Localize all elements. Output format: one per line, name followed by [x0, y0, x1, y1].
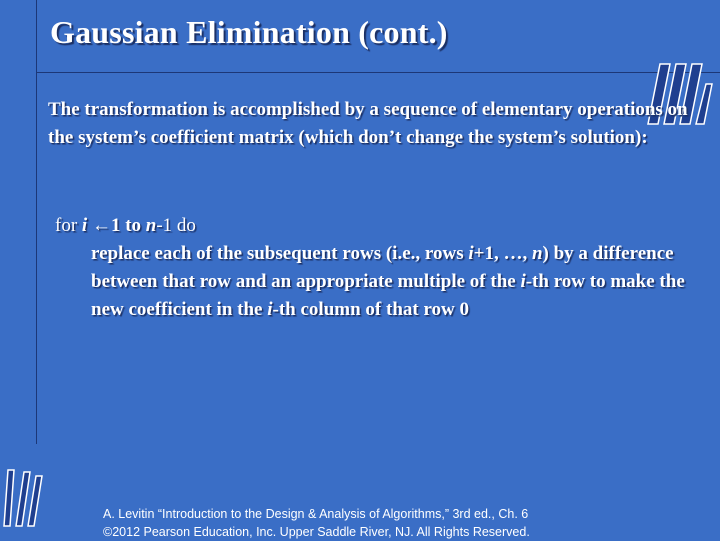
body-text-3: ) by a difference between that row and an appropriate multiple of the [91, 243, 674, 292]
algorithm-block [55, 212, 715, 324]
body-var-n: n [531, 243, 543, 264]
body-text-4: -th row to make the new coefficient in the [91, 271, 685, 320]
loop-range-start: ←1 to [87, 215, 146, 236]
slide-title: Gaussian Elimination (cont.) [50, 14, 448, 50]
title-divider [36, 72, 720, 73]
stripes-logo-icon [0, 466, 46, 530]
var-n: n [145, 215, 157, 236]
copyright-line: ©2012 Pearson Education, Inc. Upper Saddle River, NJ. All Rights Reserved. [103, 525, 530, 539]
intro-paragraph: The transformation is accomplished by a sequence of elementary operations on the system’s coefficient matrix (which don’t change the system’s solution): [48, 99, 688, 148]
left-divider [36, 0, 37, 444]
var-i: i [81, 215, 88, 236]
citation-line-1: A. Levitin “Introduction to the Design & Analysis of Algorithms,” 3rd ed., Ch. 6 [103, 507, 529, 521]
body-text-1: replace each of the subsequent rows (i.e., rows [91, 243, 469, 264]
body-text-2: +1, …, [473, 243, 532, 264]
for-keyword: for [55, 215, 82, 236]
body-var-i: i [267, 299, 273, 320]
body-var-i: i [468, 243, 474, 264]
for-loop-line [55, 212, 715, 240]
loop-body [55, 240, 715, 324]
loop-range-end: -1 do [156, 215, 196, 236]
body-var-i: i [520, 271, 526, 292]
citation-footer [103, 505, 623, 541]
body-text-5: -th column of that row 0 [272, 299, 470, 320]
